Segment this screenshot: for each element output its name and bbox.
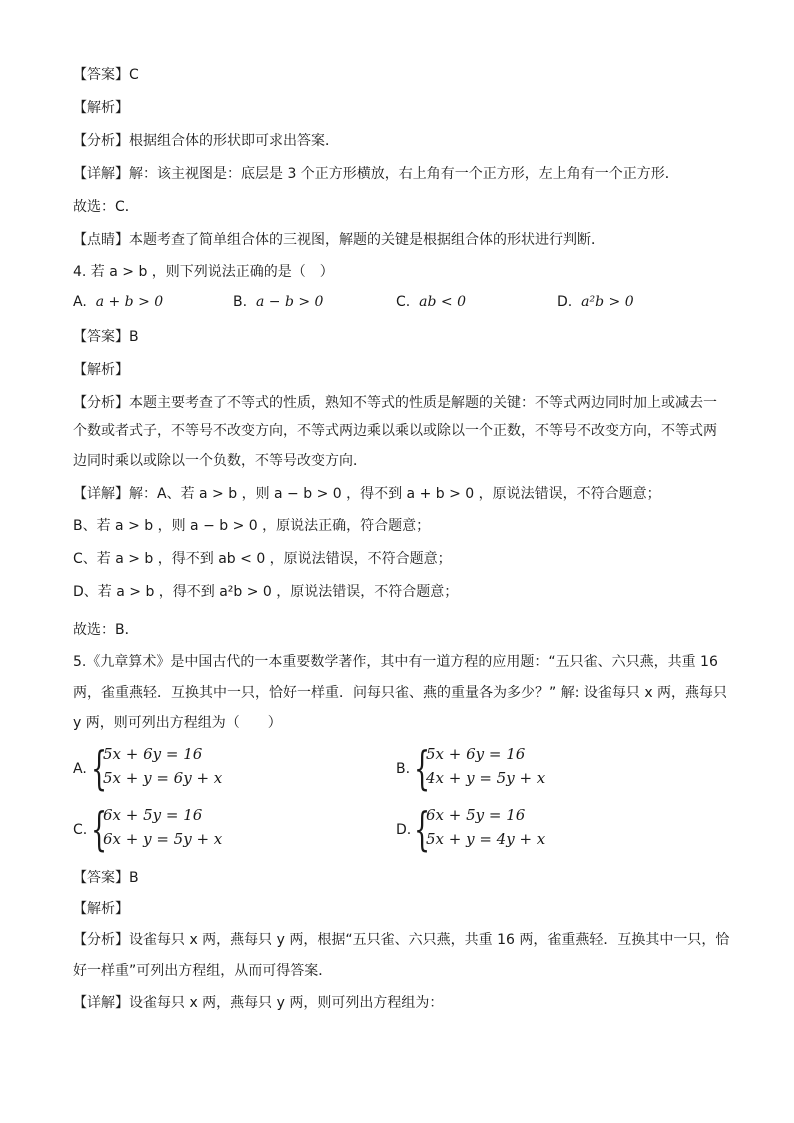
option-expr: a + b > 0: [95, 294, 164, 310]
q5-option-c: [73, 802, 323, 856]
q4-option-a: [73, 292, 163, 312]
equation: 6x + 5y = 16: [103, 806, 203, 824]
option-expr: a²b > 0: [581, 294, 634, 310]
question-4-stem: 4. 若 a > b ，则下列说法正确的是（ ）: [73, 264, 334, 280]
equation: 5x + y = 6y + x: [103, 769, 223, 787]
answer-line: 【答案】B: [73, 329, 139, 345]
analysis-text: 【分析】设雀每只 x 两，燕每只 y 两，根据“五只雀、六只燕，共重 16 两，雀重燕轻．互换其中一只，恰: [73, 932, 730, 948]
option-label: B.: [396, 761, 411, 777]
question-5-stem: y 两，则可列出方程组为（ ）: [73, 715, 282, 731]
detailed-solution: 【详解】设雀每只 x 两，燕每只 y 两，则可列出方程组为：: [73, 995, 444, 1011]
equation: 5x + y = 4y + x: [426, 830, 546, 848]
option-label: C.: [73, 822, 88, 838]
analysis-heading: 【解析】: [73, 362, 129, 378]
q5-option-a: [73, 741, 323, 795]
detailed-solution: 【详解】解：该主视图是：底层是 3 个正方形横放，右上角有一个正方形，左上角有一个正方形．: [73, 166, 679, 182]
answer-line: 【答案】C: [73, 67, 139, 83]
detailed-solution: 【详解】解：A、若 a > b ，则 a − b > 0 ，得不到 a + b > 0 ，原说法错误，不符合题意；: [73, 486, 661, 502]
left-brace: {: [91, 802, 108, 856]
equation: 6x + 5y = 16: [426, 806, 526, 824]
analysis-text: 好一样重”可列出方程组，从而可得答案．: [73, 963, 333, 979]
left-brace: {: [91, 741, 108, 795]
left-brace: {: [414, 741, 431, 795]
analysis-heading: 【解析】: [73, 100, 129, 116]
q4-option-d: [557, 292, 634, 312]
q5-option-d: [396, 802, 646, 856]
equation: 6x + y = 5y + x: [103, 830, 223, 848]
option-label: C.: [396, 294, 411, 310]
analysis-text: 个数或者式子，不等号不改变方向，不等式两边乘以乘以或除以一个正数，不等号不改变方向，不等式两: [73, 423, 717, 439]
option-label: A.: [73, 761, 87, 777]
equation: 5x + 6y = 16: [426, 745, 526, 763]
question-5-stem: 5.《九章算术》是中国古代的一本重要数学著作，其中有一道方程的应用题：“五只雀、六只燕，共重 16: [73, 654, 718, 670]
comment-line: 【点睛】本题考查了简单组合体的三视图，解题的关键是根据组合体的形状进行判断．: [73, 232, 605, 248]
option-expr: ab < 0: [419, 294, 466, 310]
choice-line: 故选：C．: [73, 199, 139, 215]
analysis-text: 【分析】本题主要考查了不等式的性质，熟知不等式的性质是解题的关键：不等式两边同时加上或减去一: [73, 395, 717, 411]
q4-option-c: [396, 292, 466, 312]
solution-step: C、若 a > b ，得不到 ab < 0 ，原说法错误，不符合题意；: [73, 551, 452, 567]
option-expr: a − b > 0: [255, 294, 324, 310]
solution-step: D、若 a > b ，得不到 a²b > 0 ，原说法错误，不符合题意；: [73, 584, 459, 600]
option-label: A.: [73, 294, 87, 310]
equation: 4x + y = 5y + x: [426, 769, 546, 787]
option-label: B.: [233, 294, 248, 310]
solution-step: B、若 a > b ，则 a − b > 0 ，原说法正确，符合题意；: [73, 518, 431, 534]
q5-option-b: [396, 741, 646, 795]
q4-option-b: [233, 292, 323, 312]
choice-line: 故选：B．: [73, 622, 139, 638]
question-5-stem: 两，雀重燕轻．互换其中一只，恰好一样重．问每只雀、燕的重量各为多少？” 解: 设雀每只 x 两，燕每只: [73, 685, 728, 701]
analysis-heading: 【解析】: [73, 901, 129, 917]
option-label: D.: [396, 822, 412, 838]
left-brace: {: [414, 802, 431, 856]
analysis-text: 边同时乘以或除以一个负数，不等号改变方向．: [73, 453, 367, 469]
analysis-text: 【分析】根据组合体的形状即可求出答案．: [73, 133, 339, 149]
equation: 5x + 6y = 16: [103, 745, 203, 763]
option-label: D.: [557, 294, 573, 310]
answer-line: 【答案】B: [73, 870, 139, 886]
